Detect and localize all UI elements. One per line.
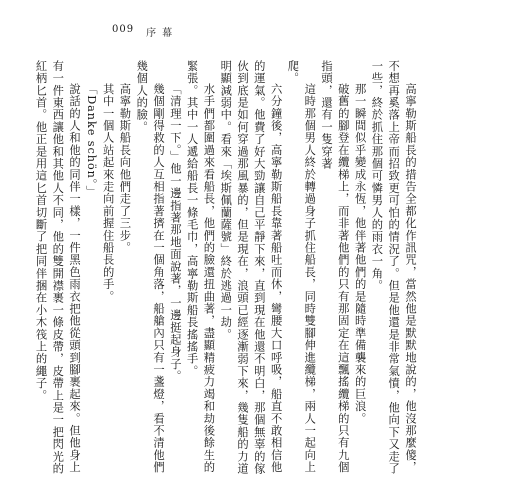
chapter-title: 序幕: [146, 28, 179, 39]
page-number: 009: [112, 24, 135, 35]
paragraph: 說話的人和他的同伴一樣，一件黑色雨衣把他從頭到腳裹起來。但他身上有一件東西讓他和其他人不同，他的雙開襟裹一條皮帶，皮帶上是一把閃光的紅柄匕首。他正是用這匕首切斷了把同伴捆在小木筏上的繩子。: [34, 60, 82, 475]
body-text: [32, 60, 418, 480]
paragraph: 幾個剛得救的人互相指著擠在一個角落，船艙內只有一盞燈，看不清他們幾個人的臉。: [135, 60, 166, 473]
paragraph: 「清理一下。」他一邊指著那地面說著，一邊挺起身子。: [168, 82, 182, 382]
paragraph: 破舊的腳登在纜梯上，而非著他們的只有那固定在這飄搖纜梯的只有九個指頭，還有一隻穿著: [320, 60, 350, 473]
paragraph: 水手們都圍過來看船長，他們的臉還扭曲著，盡顯精疲力竭和劫後餘生的緊張。其中一人遞給船長一條毛巾，高寧勒斯船長搖搖手。: [185, 60, 216, 473]
paragraph: 「Danke schön。」: [84, 82, 98, 198]
paragraph: 六分鐘後，高寧勒斯船長靠著船吐而休，彎腰大口呼吸，船直不敢相信他的運氣。他費了好大勁讓自己平靜下來，直到現在他還不明白，那個無辜的傢伙到底是如何穿過那風暴的，但是現在，浪頭已經逐漸弱下來，幾隻船的力道明顯減弱中。看來「埃斯佩蘭薩號」終於逃過一劫。: [219, 60, 283, 475]
paragraph: 高寧勒斯船長向他們走了三步。: [118, 82, 132, 254]
paragraph: 這時那個男人終於轉過身子抓住船長，同時雙腳伸進纜梯，兩人一起向上爬。: [286, 60, 317, 473]
paragraph: 那一瞬間似乎變成永恆，他伴著他們的是隨時準備襲來的巨浪。: [353, 82, 367, 425]
page-header: [112, 24, 178, 39]
paragraph: 其中一個人站起來走向前握住船長的手。: [101, 82, 115, 303]
paragraph: 高寧勒斯船長的措告全都化作訊咒，當然他是默默地說的，他沒那麼傻，不想再奚落上帝而招致更可怕的情況了。但是他還是非常氣憤，他向下又走了一些，終於抓住那個可憐男人的雨衣一角。: [370, 60, 417, 475]
